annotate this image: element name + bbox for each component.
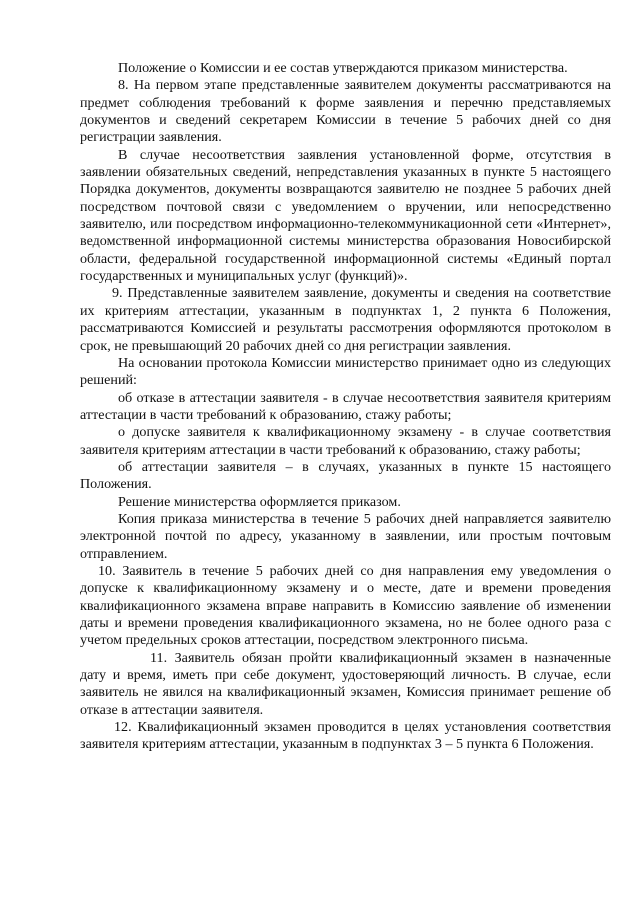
paragraph-decision-attestation: об аттестации заявителя – в случаях, указанных в пункте 15 настоящего Положения. [80, 458, 611, 493]
paragraph-order: Решение министерства оформляется приказом. [118, 493, 401, 510]
paragraph-item-12: 12. Квалификационный экзамен проводится в целях установления соответствия заявителя критериям аттестации, указанным в подпунктах 3 – 5 пункта 6 Положения. [80, 719, 611, 753]
paragraph-decision-refusal: об отказе в аттестации заявителя - в случае несоответствия заявителя критериям аттестации в части требований к образованию, стажу работы; [80, 389, 611, 423]
document-body [80, 60, 611, 754]
paragraph-nonconformity: В случае несоответствия заявления установленной форме, отсутствия в заявлении обязательных сведений, непредставления указанных в пункте 5 настоящего Порядка документов, документы возвращаются заявителю не позднее 5 рабочих дней посредством почтовой связи с уведомлением о вручении, или непосредственно заявителю, или посредством информационно-телекоммуникационной сети «Интернет», ведомственной информационной системы министерства образования Новосибирской области, федеральной государственной информационной системы «Единый портал государственных и муниципальных услуг (функций)». [80, 146, 611, 285]
paragraph-decisions-intro: На основании протокола Комиссии министерство принимает одно из следующих решений: [80, 354, 611, 389]
paragraph-decision-admission: о допуске заявителя к квалификационному экзамену - в случае соответствия заявителя критериям аттестации в части требований к образованию, стажу работы; [80, 424, 611, 458]
paragraph-order-copy: Копия приказа министерства в течение 5 рабочих дней направляется заявителю электронной почтой по адресу, указанному в заявлении, или простым почтовым отправлением. [80, 510, 611, 562]
paragraph-item-8: 8. На первом этапе представленные заявителем документы рассматриваются на предмет соблюдения требований к форме заявления и перечню представляемых документов и сведений секретарем Комиссии в течение 5 рабочих дней со дня регистрации заявления. [80, 77, 611, 146]
paragraph-item-11: 11. Заявитель обязан пройти квалификационный экзамен в назначенные дату и время, иметь при себе документ, удостоверяющий личность. В случае, если заявитель не явился на квалификационный экзамен, Комиссия принимает решение об отказе в аттестации заявителя. [80, 649, 611, 718]
paragraph-item-9: 9. Представленные заявителем заявление, документы и сведения на соответствие их критериям аттестации, указанным в подпунктах 1, 2 пункта 6 Положения, рассматриваются Комиссией и результаты рассмотрения оформляются протоколом в срок, не превышающий 20 рабочих дней со дня регистрации заявления. [80, 285, 611, 354]
paragraph-item-10: 10. Заявитель в течение 5 рабочих дней со дня направления ему уведомления о допуске к квалификационному экзамену и о месте, дате и времени проведения квалификационного экзамена вправе направить в Комиссию заявление об изменении даты и времени проведения квалификационного экзамена, но не более одного раза с учетом предельных сроков аттестации, посредством электронного письма. [80, 562, 611, 649]
paragraph-commission-regulation: Положение о Комиссии и ее состав утверждаются приказом министерства. [118, 60, 568, 76]
